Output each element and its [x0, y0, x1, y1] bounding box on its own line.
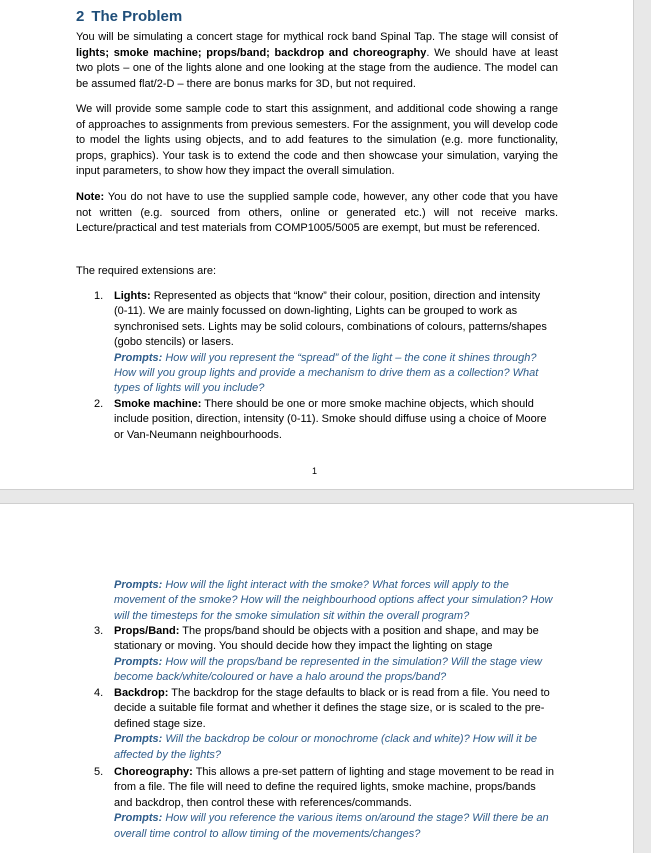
- item-prompt: [114, 732, 556, 763]
- prompt-label: Prompts:: [114, 733, 163, 746]
- list-item: [94, 624, 556, 686]
- item-prompt: [114, 351, 556, 397]
- prompt-label: Prompts:: [114, 579, 163, 591]
- list-marker: 3.: [94, 625, 104, 637]
- item-label: Backdrop:: [114, 687, 169, 699]
- item-prompt: [114, 578, 556, 624]
- list-item: [94, 686, 556, 763]
- section-title: The Problem: [91, 8, 183, 25]
- list-item: [94, 765, 556, 842]
- prompt-text: How will the light interact with the smoke? What forces will apply to the movement of the smoke? How will the neighbourhood options affect your simulation? How will the timesteps for the smoke simulation sit within the overall program?: [114, 579, 553, 622]
- note-label: Note:: [76, 191, 105, 203]
- page-number: 1: [312, 466, 318, 476]
- prompt-text: How will the props/band be represented in the simulation? Will the stage view become back/white/coloured or have a halo around the props/band?: [114, 655, 542, 684]
- item-prompt: [114, 655, 556, 686]
- item-label: Lights:: [114, 290, 151, 302]
- item-label: Choreography:: [114, 766, 193, 778]
- intro-text: You will be simulating a concert stage for mythical rock band Spinal Tap. The stage will consist of: [76, 31, 558, 43]
- list-marker: 5.: [94, 766, 104, 778]
- list-marker: 1.: [94, 290, 104, 302]
- item-text: There should be one or more smoke machine objects, which should include position, direction, intensity (0-11). Smoke should diffuse using a choice of Moore or Van-Neumann neighbourhoods.: [114, 398, 547, 441]
- list-item-continued: [94, 578, 556, 624]
- intro-paragraph-2-text: We will provide some sample code to start this assignment, and additional code showing a range of approaches to assignments from previous semesters. For the assignment, you will develop code to model the lights using objects, and to add features to the simulation (e.g. more functionality, props, graphics). Your task is to extend the code and then showcase your simulation, varying the input parameters, to show how they impact the overall simulation.: [76, 103, 558, 177]
- required-extensions-text: The required extensions are:: [76, 265, 217, 277]
- prompt-label: Prompts:: [114, 812, 163, 825]
- list-item: [94, 289, 556, 397]
- item-label: Smoke machine:: [114, 398, 202, 410]
- section-number: 2: [76, 8, 85, 25]
- item-label: Props/Band:: [114, 625, 180, 637]
- intro-bold-text: lights; smoke machine; props/band; backdrop and choreography: [76, 46, 427, 59]
- note-paragraph: [76, 190, 558, 237]
- document-page-2: [0, 503, 634, 853]
- required-extensions-intro: [76, 264, 558, 280]
- intro-paragraph-1: [76, 30, 558, 92]
- list-marker: 2.: [94, 398, 104, 410]
- prompt-text: Will the backdrop be colour or monochrome (clack and white)? How will it be affected by the lights?: [114, 733, 537, 761]
- note-text: You do not have to use the supplied sample code, however, any other code that you have not written (e.g. sourced from others, online or generated etc.) will not receive marks. Lecture/practical and test materials from COMP1005/5005 are exempt, but must be referenced.: [76, 191, 558, 234]
- intro-paragraph-2: [76, 102, 558, 180]
- prompt-label: Prompts:: [114, 655, 163, 668]
- prompt-label: Prompts:: [114, 351, 163, 364]
- list-item: [94, 397, 556, 443]
- item-text: Represented as objects that “know” their colour, position, direction and intensity (0-11). We are mainly focussed on down-lighting, Lights can be grouped to work as synchronised sets. Lights may be solid colours, combinations of colours, patterns/shapes (gobo stencils) or lasers.: [114, 290, 547, 349]
- item-prompt: [114, 811, 556, 842]
- intro-text-end: . We should have at least two plots – one of the lights alone and one looking at the stage from the audience. The model can be assumed flat/2-D – there are bonus marks for 3D, but not required.: [76, 46, 558, 90]
- section-heading: [76, 8, 182, 25]
- prompt-text: How will you reference the various items on/around the stage? Will there be an overall time control to allow timing of the movements/changes?: [114, 812, 549, 840]
- item-text: The props/band should be objects with a position and shape, and may be stationary or moving. You should decide how they impact the lighting on stage: [114, 625, 539, 653]
- item-text: This allows a pre-set pattern of lighting and stage movement to be read in from a file. The file will need to define the required lights, smoke machine, props/bands and backdrop, then control these with references/commands.: [114, 766, 555, 809]
- list-marker: 4.: [94, 687, 104, 699]
- item-text: The backdrop for the stage defaults to black or is read from a file. You need to decide a suitable file format and whether it defines the stage size, or is scaled to the pre-defined stage size.: [114, 687, 550, 730]
- prompt-text: How will you represent the “spread” of the light – the cone it shines through? How will you group lights and provide a mechanism to drive them as a collection? What types of lights will you include?: [114, 351, 539, 395]
